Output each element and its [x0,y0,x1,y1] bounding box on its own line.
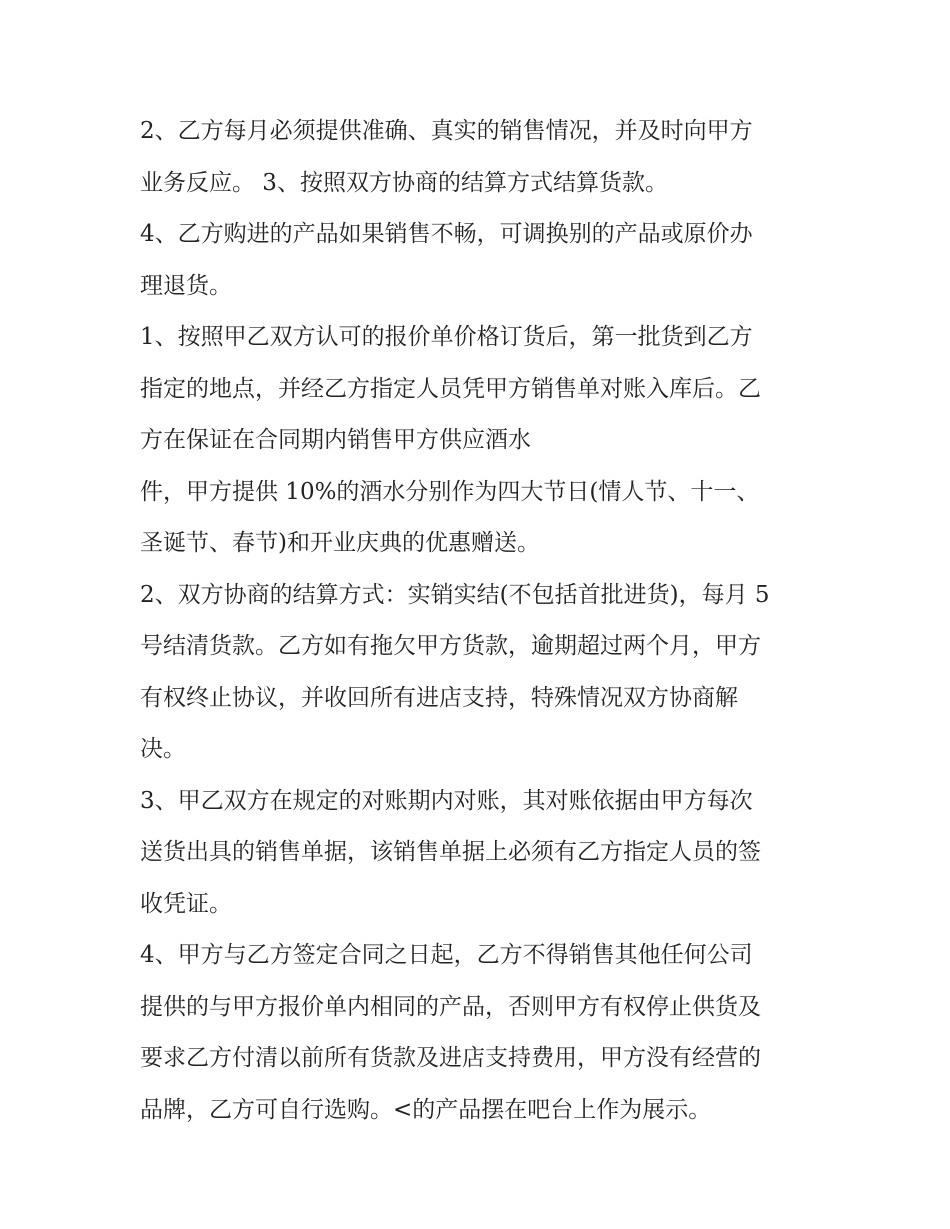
text-line: 方在保证在合同期内销售甲方供应酒水 [140,427,531,453]
text-line: 品牌，乙方可自行选购。<的产品摆在吧台上作为展示。 [140,1096,712,1123]
text-line: 指定的地点，并经乙方指定人员凭甲方销售单对账入库后。乙 [140,375,761,402]
text-line: 业务反应。 3、按照双方协商的结算方式结算货款。 [140,169,668,196]
text-line: 要求乙方付清以前所有货款及进店支持费用，甲方没有经营的 [140,1045,761,1071]
text-line: 决。 [140,736,186,762]
contract-text-body [140,106,820,1136]
text-line: 2、双方协商的结算方式：实销实结(不包括首批进货)，每月 5 [140,581,770,608]
text-line: 理退货。 [140,272,232,299]
text-line: 有权终止协议，并收回所有进店支持，特殊情况双方协商解 [140,684,738,711]
text-line: 提供的与甲方报价单内相同的产品，否则甲方有权停止供货及 [140,993,761,1020]
text-line: 送货出具的销售单据，该销售单据上必须有乙方指定人员的签 [140,839,761,865]
text-line: 圣诞节、春节)和开业庆典的优惠赠送。 [140,530,540,556]
text-line: 4、乙方购进的产品如果销售不畅，可调换别的产品或原价办 [140,221,753,247]
text-line: 号结清货款。乙方如有拖欠甲方货款，逾期超过两个月，甲方 [140,633,761,659]
text-line: 3、甲乙双方在规定的对账期内对账，其对账依据由甲方每次 [140,787,753,814]
text-line: 4、甲方与乙方签定合同之日起，乙方不得销售其他任何公司 [140,942,753,968]
text-line: 1、按照甲乙双方认可的报价单价格订货后，第一批货到乙方 [140,324,753,350]
text-line: 件，甲方提供 10%的酒水分别作为四大节日(情人节、十一、 [140,478,760,505]
text-line: 2、乙方每月必须提供准确、真实的销售情况，并及时向甲方 [140,118,753,144]
text-line: 收凭证。 [140,890,232,917]
